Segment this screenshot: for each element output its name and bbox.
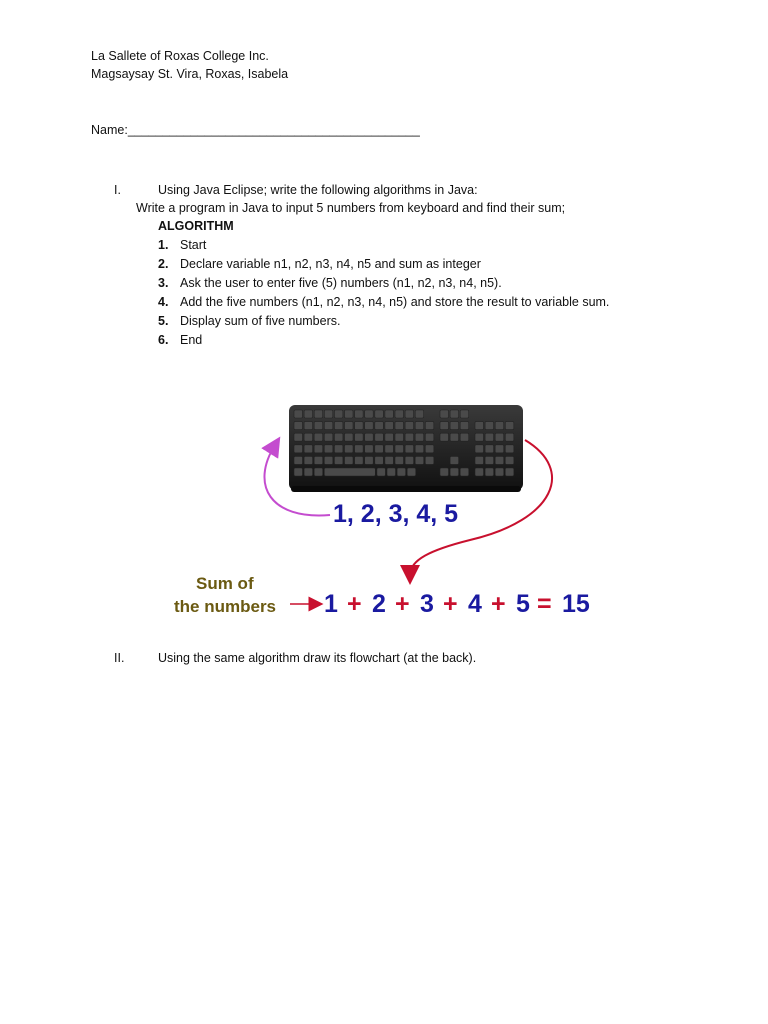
section2-text: Using the same algorithm draw its flowchart (at the back). bbox=[158, 651, 477, 665]
section1-title: Using Java Eclipse; write the following algorithms in Java: bbox=[158, 183, 478, 197]
step-number: 5. bbox=[158, 314, 169, 328]
sum-label-line1: Sum of bbox=[196, 574, 254, 593]
eq-term: 1 bbox=[324, 590, 338, 618]
input-numbers: 1, 2, 3, 4, 5 bbox=[333, 500, 459, 528]
name-field bbox=[91, 122, 420, 138]
eq-equals: = bbox=[537, 590, 552, 618]
step-number: 2. bbox=[158, 257, 169, 271]
eq-term: 3 bbox=[420, 590, 434, 618]
school-address: Magsaysay St. Vira, Roxas, Isabela bbox=[91, 67, 289, 81]
eq-result: 15 bbox=[562, 590, 590, 618]
step-number: 4. bbox=[158, 295, 169, 309]
name-label: Name: bbox=[91, 123, 128, 137]
school-name: La Sallete of Roxas College Inc. bbox=[91, 49, 269, 63]
step-text: End bbox=[180, 333, 203, 347]
step-number: 6. bbox=[158, 333, 169, 347]
algorithm-heading: ALGORITHM bbox=[158, 219, 234, 233]
section1-problem: Write a program in Java to input 5 numbers from keyboard and find their sum; bbox=[136, 201, 566, 215]
step-number: 1. bbox=[158, 238, 169, 252]
name-blank-line: __________________________________________ bbox=[127, 123, 420, 137]
eq-term: 2 bbox=[372, 590, 386, 618]
keyboard-icon bbox=[289, 405, 523, 492]
sum-label-line2: the numbers bbox=[174, 597, 277, 616]
eq-operator: + bbox=[491, 590, 506, 618]
eq-term: 4 bbox=[468, 590, 482, 618]
eq-operator: + bbox=[347, 590, 362, 618]
step-text: Declare variable n1, n2, n3, n4, n5 and sum as integer bbox=[180, 257, 481, 271]
sum-equation bbox=[324, 590, 590, 618]
step-text: Start bbox=[180, 238, 207, 252]
eq-term: 5 bbox=[516, 590, 530, 618]
step-number: 3. bbox=[158, 276, 169, 290]
eq-operator: + bbox=[395, 590, 410, 618]
eq-operator: + bbox=[443, 590, 458, 618]
sum-illustration bbox=[0, 390, 768, 640]
step-text: Ask the user to enter five (5) numbers (n1, n2, n3, n4, n5). bbox=[180, 276, 502, 290]
section2-numeral: II. bbox=[114, 651, 125, 665]
step-text: Display sum of five numbers. bbox=[180, 314, 341, 328]
step-text: Add the five numbers (n1, n2, n3, n4, n5) and store the result to variable sum. bbox=[180, 295, 610, 309]
section1-numeral: I. bbox=[114, 183, 121, 197]
